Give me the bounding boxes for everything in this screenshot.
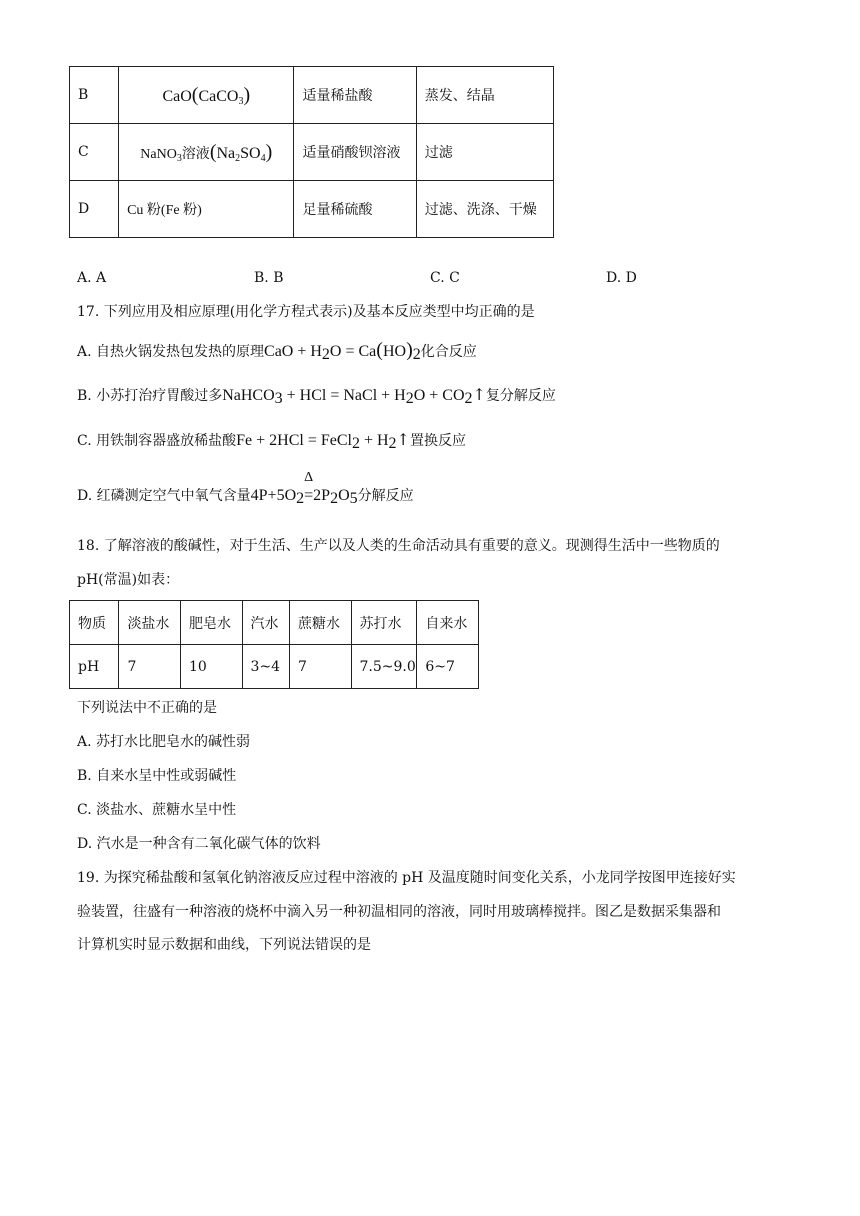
table-row [70, 124, 554, 181]
q17-option-d[interactable]: D. 红磷测定空气中氧气含量$4P+5O_2$ Δ $=2P_2O_5$分解反应 [77, 470, 414, 507]
method-cell: 过滤、洗涤、干燥 [416, 181, 553, 238]
header-cell: 淡盐水 [119, 601, 181, 645]
q17-option-c[interactable]: C. 用铁制容器盛放稀盐酸Fe + 2HCl = FeCl$_2$ + $H_2↑$置换反应 [77, 430, 466, 452]
table-row [70, 67, 554, 124]
substance-cell: NaNO$_3$溶液$(Na_2SO_4)$ [119, 124, 294, 181]
q18-option-d[interactable]: D. 汽水是一种含有二氧化碳气体的饮料 [77, 836, 321, 852]
q17-option-b[interactable]: B. 小苏打治疗胃酸过多NaHCO$_3$ + HCl = NaCl + $H_2O$ + $CO_2↑$复分解反应 [77, 385, 556, 407]
option-d[interactable]: D. D [606, 270, 637, 286]
option-c[interactable]: C. C [430, 270, 460, 286]
reagent-cell: 适量稀盐酸 [294, 67, 416, 124]
option-b[interactable]: B. B [254, 270, 284, 286]
q17-stem: 17. 下列应用及相应原理(用化学方程式表示)及基本反应类型中均正确的是 [77, 304, 535, 320]
value-cell: 7 [119, 645, 181, 689]
header-cell: 物质 [70, 601, 119, 645]
header-cell: 蔗糖水 [289, 601, 351, 645]
value-cell: 7 [289, 645, 351, 689]
gas-arrow-icon: ↑ [472, 385, 486, 404]
q17-option-a[interactable]: A. 自热火锅发热包发热的原理CaO + $H_2O = Ca(HO)_2$化合反应 [77, 339, 477, 363]
header-cell: 苏打水 [351, 601, 417, 645]
reagent-cell: 适量硝酸钡溶液 [294, 124, 416, 181]
method-cell: 蒸发、结晶 [416, 67, 553, 124]
purification-table [69, 66, 554, 238]
ph-table [69, 600, 479, 689]
table-row [70, 601, 479, 645]
reagent-cell: 足量稀硫酸 [294, 181, 416, 238]
q18-option-b[interactable]: B. 自来水呈中性或弱碱性 [77, 768, 237, 784]
q19-stem-line2: 验装置，往盛有一种溶液的烧杯中滴入另一种初温相同的溶液，同时用玻璃棒搅拌。图乙是数据采集器和 [77, 904, 721, 920]
heat-symbol: Δ [304, 470, 314, 485]
q18-option-a[interactable]: A. 苏打水比肥皂水的碱性弱 [77, 734, 251, 750]
q18-stem-line1: 18. 了解溶液的酸碱性，对于生活、生产以及人类的生命活动具有重要的意义。现测得生活中一些物质的 [77, 538, 720, 554]
q19-stem-line1: 19. 为探究稀盐酸和氢氧化钠溶液反应过程中溶液的 pH 及温度随时间变化关系，小龙同学按图甲连接好实 [77, 870, 736, 886]
q18-option-c[interactable]: C. 淡盐水、蔗糖水呈中性 [77, 802, 237, 818]
table-row [70, 645, 479, 689]
value-cell: 3~4 [242, 645, 289, 689]
value-cell: pH [70, 645, 119, 689]
value-cell: 6~7 [417, 645, 479, 689]
option-cell: C [70, 124, 119, 181]
option-cell: D [70, 181, 119, 238]
method-cell: 过滤 [416, 124, 553, 181]
q18-question: 下列说法中不正确的是 [77, 700, 217, 716]
option-a[interactable]: A. A [77, 270, 107, 286]
header-cell: 自来水 [417, 601, 479, 645]
substance-cell: CaO(CaCO$_3$) [119, 67, 294, 124]
option-cell: B [70, 67, 119, 124]
gas-arrow-icon: ↑ [396, 430, 410, 449]
value-cell: 7.5~9.0 [351, 645, 417, 689]
q19-stem-line3: 计算机实时显示数据和曲线，下列说法错误的是 [77, 937, 371, 953]
header-cell: 肥皂水 [180, 601, 242, 645]
value-cell: 10 [180, 645, 242, 689]
table-row [70, 181, 554, 238]
header-cell: 汽水 [242, 601, 289, 645]
substance-cell: Cu 粉(Fe 粉) [119, 181, 294, 238]
q18-stem-line2: pH(常温)如表： [77, 572, 180, 588]
